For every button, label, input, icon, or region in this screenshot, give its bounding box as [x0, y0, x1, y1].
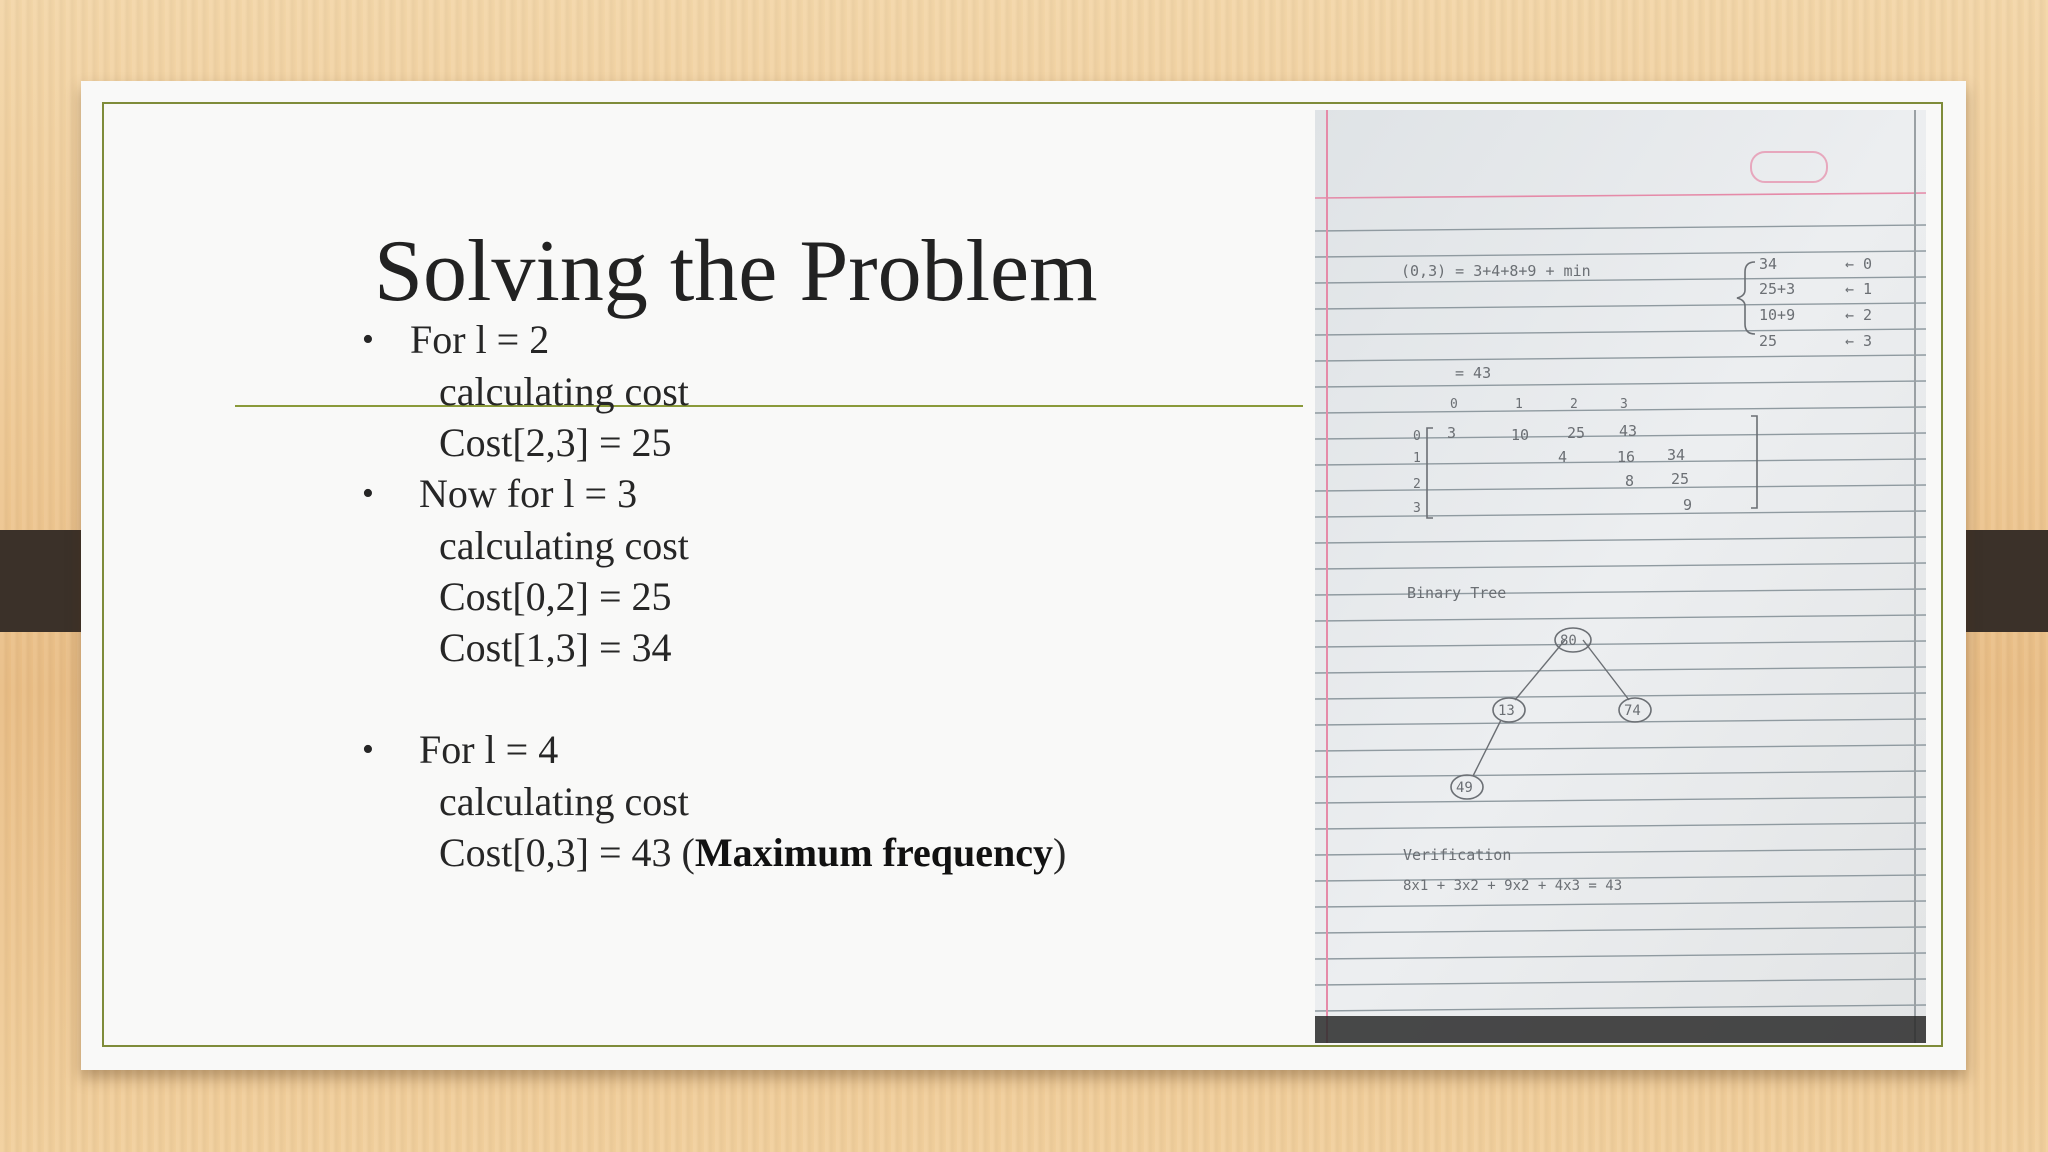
min-option-index: ← 2: [1845, 306, 1873, 324]
matrix-cell: 25: [1567, 424, 1586, 442]
final-cost-emphasis: Maximum frequency: [694, 830, 1053, 875]
tree-node-label: 49: [1456, 780, 1473, 796]
matrix-cell: 9: [1683, 496, 1693, 514]
matrix-cell: 3: [1447, 424, 1457, 442]
notebook-paper: [1315, 110, 1926, 1043]
bullet-line: Cost[0,2] = 25: [439, 574, 672, 619]
photo-bottom-edge: [1315, 1016, 1926, 1043]
matrix-row-header: 3: [1413, 501, 1421, 516]
bullet-heading: For l = 2: [410, 317, 550, 362]
min-option-index: ← 1: [1845, 280, 1873, 298]
bullet-marker: •: [362, 321, 374, 358]
min-option-index: ← 3: [1845, 332, 1873, 350]
bullet-line: calculating cost: [439, 369, 689, 414]
matrix-row-header: 2: [1413, 477, 1421, 492]
min-option: 10+9: [1759, 306, 1796, 324]
matrix-col-header: 0: [1450, 397, 1458, 412]
matrix-row-header: 1: [1413, 451, 1421, 466]
tree-label: Binary Tree: [1407, 584, 1507, 602]
bullet-marker: •: [362, 731, 374, 768]
bullet-line: calculating cost: [439, 523, 689, 568]
final-cost-suffix: ): [1053, 830, 1067, 875]
matrix-cell: 43: [1619, 422, 1638, 440]
matrix-cell: 10: [1511, 426, 1530, 444]
matrix-col-header: 3: [1620, 397, 1628, 412]
handwritten-formula: (0,3) = 3+4+8+9 + min: [1401, 262, 1591, 280]
verification-label: Verification: [1403, 846, 1512, 864]
bullet-list: [81, 81, 1381, 1070]
slide-title: Solving the Problem: [374, 223, 1098, 320]
tree-node-label: 74: [1624, 703, 1641, 719]
tree-node-label: 13: [1498, 703, 1515, 719]
handwritten-result: = 43: [1455, 364, 1492, 382]
matrix-cell: 34: [1667, 446, 1686, 464]
tree-node-label: 80: [1560, 633, 1577, 649]
matrix-cell: 4: [1558, 448, 1568, 466]
bullet-line: Cost[2,3] = 25: [439, 420, 672, 465]
bullet-marker: •: [362, 475, 374, 512]
notebook-photo: [1315, 110, 1926, 1043]
matrix-cell: 25: [1671, 470, 1690, 488]
bullet-line: Cost[1,3] = 34: [439, 625, 672, 670]
matrix-col-header: 2: [1570, 397, 1578, 412]
min-option-index: ← 0: [1845, 255, 1873, 273]
bullet-line: calculating cost: [439, 779, 689, 824]
bullet-heading: Now for l = 3: [419, 471, 638, 516]
final-cost-prefix: Cost[0,3] = 43 (: [439, 830, 695, 875]
slide: [81, 81, 1966, 1070]
bullet-heading: For l = 4: [419, 727, 559, 772]
min-option: 25+3: [1759, 280, 1796, 298]
verification-expression: 8x1 + 3x2 + 9x2 + 4x3 = 43: [1403, 878, 1623, 894]
matrix-col-header: 1: [1515, 397, 1523, 412]
matrix-cell: 8: [1625, 472, 1635, 490]
matrix-row-header: 0: [1413, 429, 1421, 444]
matrix-cell: 16: [1617, 448, 1636, 466]
min-option: 25: [1759, 332, 1778, 350]
min-option: 34: [1759, 255, 1778, 273]
final-cost-line: [439, 829, 1066, 877]
